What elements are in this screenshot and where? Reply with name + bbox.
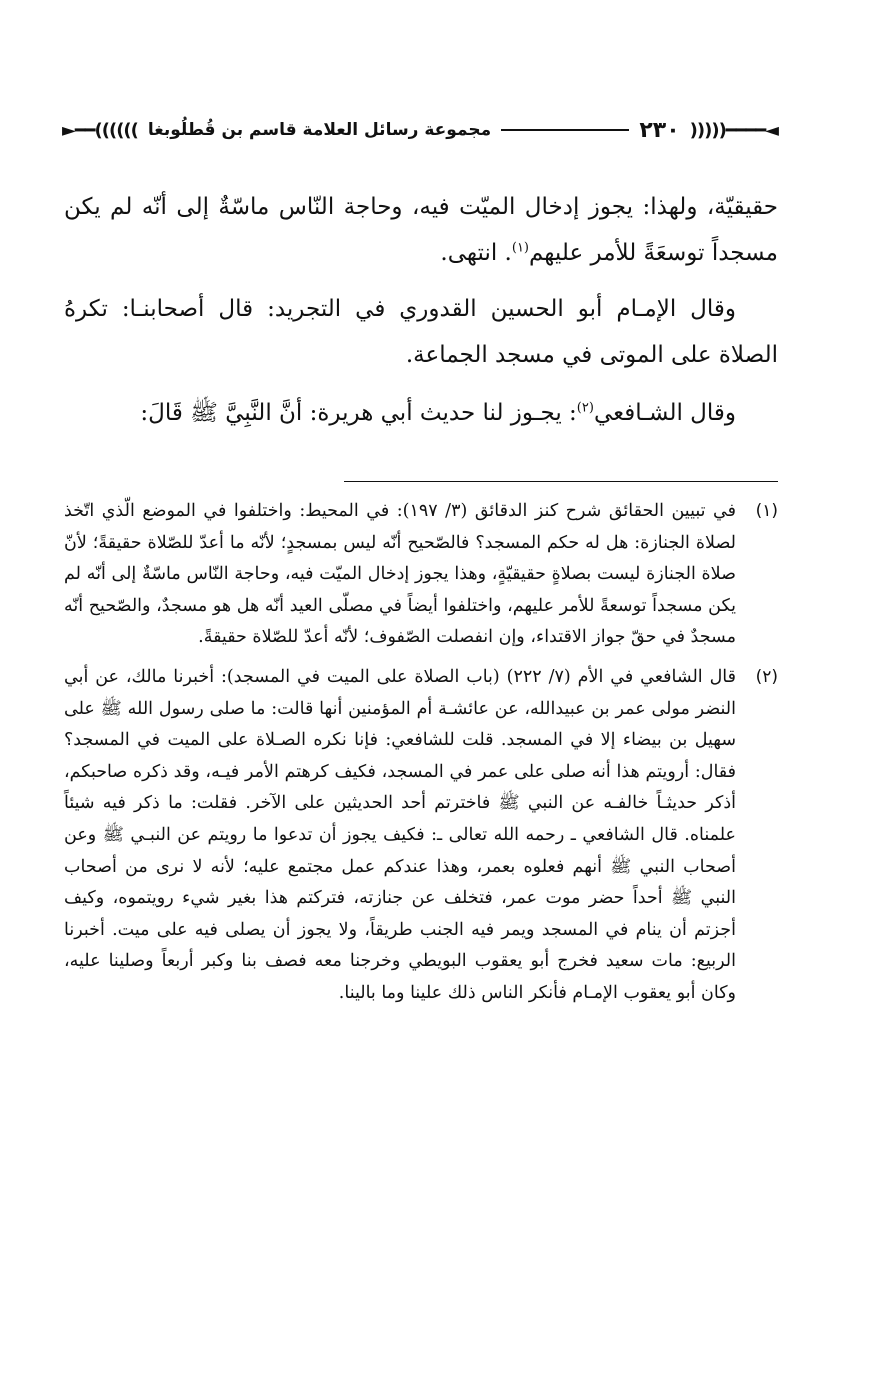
footnote-number-2: (٢) bbox=[755, 666, 778, 687]
paragraph-2: وقال الإمـام أبو الحسين القدوري في التجريد: قال أصحابنـا: تكرهُ الصلاة على الموتى في مسجد الجماعة. bbox=[64, 296, 778, 368]
header-ornament-left: ))))))━━► bbox=[62, 119, 138, 141]
footnote-ref-1[interactable]: (١) bbox=[511, 240, 529, 256]
header-ornament-right: ◄━━━━((((( bbox=[689, 119, 778, 141]
footnote-2 bbox=[64, 662, 778, 1010]
footnote-separator bbox=[344, 481, 778, 482]
paragraph-1-end: . انتهى. bbox=[440, 240, 512, 266]
footnote-ref-2[interactable]: (٢) bbox=[576, 400, 594, 416]
page-number: ٢٣٠ bbox=[639, 117, 680, 143]
main-text bbox=[64, 184, 778, 448]
running-header bbox=[62, 112, 778, 148]
paragraph-3-text-b: : يجـوز لنا حديث أبي هريرة: أنَّ النَّبِيَّ ﷺ قَالَ: bbox=[140, 400, 577, 426]
paragraph-3 bbox=[64, 390, 778, 436]
footnotes bbox=[64, 496, 778, 1018]
paragraph-3-text-a: وقال الشـافعي bbox=[593, 400, 736, 426]
footnote-1 bbox=[64, 496, 778, 654]
header-rule bbox=[501, 129, 629, 131]
running-title: مجموعة رسائل العلامة قاسم بن قُطلُوبغا bbox=[147, 120, 492, 140]
paragraph-1 bbox=[64, 184, 778, 276]
footnote-text-1: في تبيين الحقائق شرح كنز الدقائق (٣/ ١٩٧): في المحيط: واختلفوا في الموضع الّذي اتّخذ لصلاة الجنازة: هل له حكم المسجد؟ فالصّحيح أنّه ليس بمسجدٍ؛ لأنّه ما أعدّ للصّلاة حقيقةً؛ لأنّ صلاة الجنازة ليست بصلاةٍ حقيقيّةٍ، وهذا يجوز إدخال الميّت فيه، وحاجة النّاس ماسّةٌ إلى أنّه لم يكن مسجداً توسعةً للأمر عليهم، واختلفوا أيضاً في مصلّى العيد أنّه هل هو مسجدٌ، والصّحيح أنّه مسجدٌ في حقّ جواز الاقتداء، وإن انفصلت الصّفوف؛ لأنّه أعدّ للصّلاة حقيقةً. bbox=[64, 501, 736, 648]
paragraph-1-text: حقيقيّة، ولهذا: يجوز إدخال الميّت فيه، وحاجة النّاس ماسّةٌ إلى أنّه لم يكن مسجداً توسعَةً للأمر عليهم bbox=[64, 194, 778, 266]
footnote-text-2: قال الشافعي في الأم (٧/ ٢٢٢) (باب الصلاة على الميت في المسجد): أخبرنا مالك، عن أبي النضر مولى عمر بن عبيدالله، عن عائشـة أم المؤمنين أنها قالت: ما صلى رسول الله ﷺ على سهيل بن بيضاء إلا في المسجد. قلت للشافعي: فإنا نكره الصـلاة على الميت في المسجد؟ فقال: أرويتم هذا أنه صلى على عمر في المسجد، فكيف كرهتم الأمر فيـه، وقد ذكره صاحبكم، أذكر حديثـاً خالفـه عن النبي ﷺ فاخترتم أحد الحديثين على الآخر. فقلت: ما ذكر فيه شيئاً علمناه. قال الشافعي ـ رحمه الله تعالى ـ: فكيف يجوز أن تدعوا ما رويتم عن النبـي ﷺ وعن أصحاب النبي ﷺ أنهم فعلوه بعمر، وهذا عندكم عمل مجتمع عليه؛ لأنه لا نرى من أصحاب النبي ﷺ أحداً حضر موت عمر، فتخلف عن جنازته، فتركتم هذا بغير شيء رويتموه، وكيف أجزتم أن ينام في المسجد ويمر فيه الجنب طريقاً، ولا يجوز أن يصلى فيه على ميت. أخبرنا الربيع: مات سعيد فخرج أبو يعقوب البويطي وخرجنا معه فصف بنا وكبر أربعاً وصلينا عليه، وكان أبو يعقوب الإمـام فأنكر الناس ذلك علينا وما بالينا. bbox=[64, 666, 736, 1003]
footnote-number-1: (١) bbox=[755, 501, 778, 521]
